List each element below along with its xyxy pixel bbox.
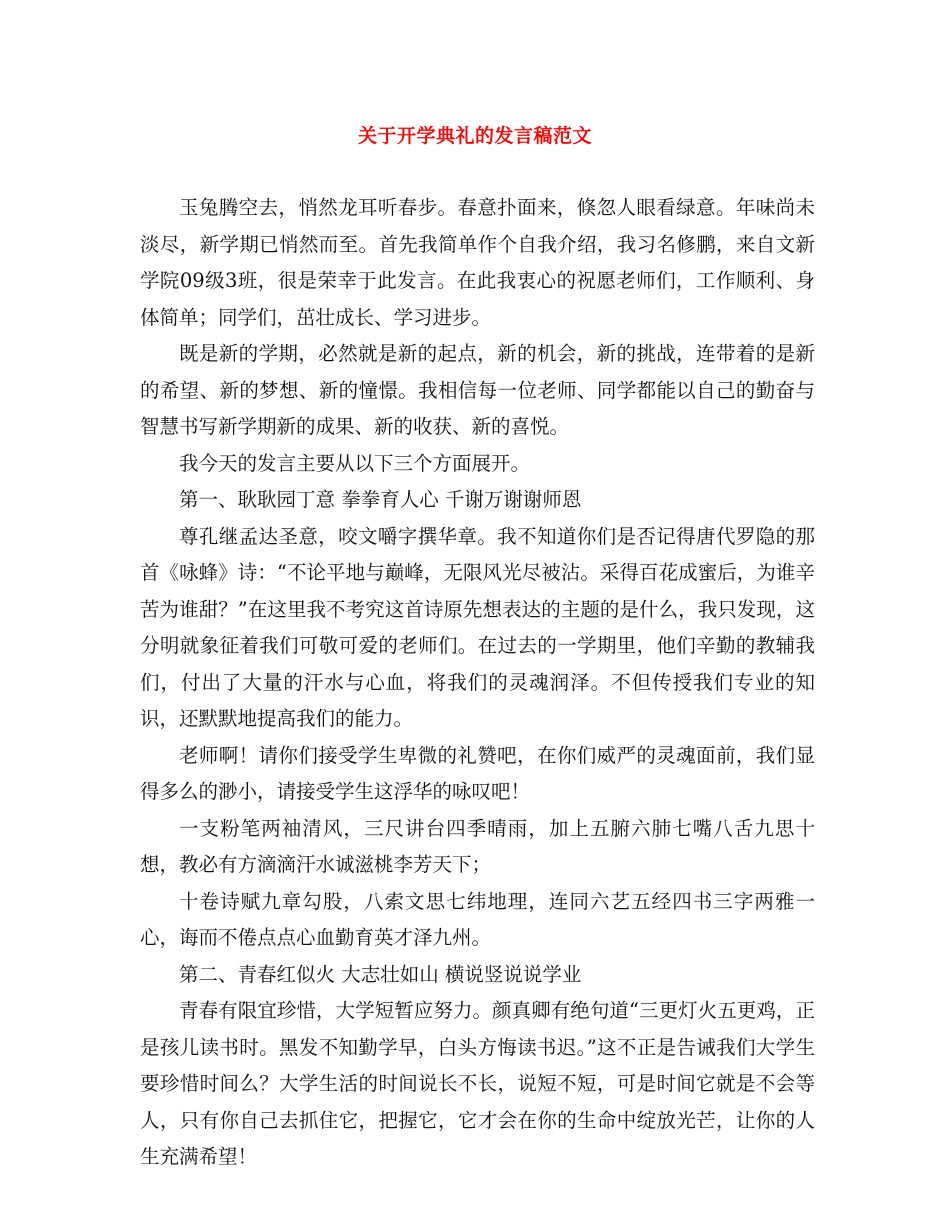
section-heading-1: 第一、耿耿园丁意 拳拳育人心 千谢万谢谢师恩 [179,488,582,511]
document-title: 关于开学典礼的发言稿范文 [357,125,592,147]
section-heading-2: 第二、青春红似火 大志壮如山 横说竖说说学业 [179,962,582,986]
paragraph-teachers: 尊孔继孟达圣意，咬文嚼字撰华章。我不知道你们是否记得唐代罗隐的那首《咏蜂》诗：“不论平地与巅峰，无限风光尽被沾。采得百花成蜜后，为谁辛苦为谁甜？”在这里我不考究这首诗原先想表达的主题的是什么，我只发现，这分明就象征着我们可敬可爱的老师们。在过去的一学期里，他们辛勤的教辅我们，付出了大量的汗水与心血，将我们的灵魂润泽。不但传授我们专业的知识，还默默地提高我们的能力。 [140,524,815,730]
paragraph-intro: 玉兔腾空去，悄然龙耳听春步。春意扑面来，倏忽人眼看绿意。年味尚未淡尽，新学期已悄然而至。首先我简单作个自我介绍，我习名修鹏，来自文新学院09级3班，很是荣幸于此发言。在此我衷心的祝愿老师们，工作顺利、身体简单；同学们，茁壮成长、学习进步。 [140,196,815,329]
paragraph-new-semester: 既是新的学期，必然就是新的起点，新的机会，新的挑战，连带着的是新的希望、新的梦想、新的憧憬。我相信每一位老师、同学都能以自己的勤奋与智慧书写新学期新的成果、新的收获、新的喜悦。 [140,342,815,438]
paragraph-couplet-1: 一支粉笔两袖清风，三尺讲台四季晴雨，加上五腑六肺七嘴八舌九思十想，教必有方滴滴汗水诚滋桃李芳天下； [140,816,815,876]
paragraph-outline: 我今天的发言主要从以下三个方面展开。 [179,451,531,475]
paragraph-youth: 青春有限宜珍惜，大学短暂应努力。颜真卿有绝句道“三更灯火五更鸡，正是孩儿读书时。黑发不知勤学早，白头方悔读书迟。”这不正是告诫我们大学生要珍惜时间么？大学生活的时间说长不长，说短不短，可是时间它就是不会等人，只有你自己去抓住它，把握它，它才会在你的生命中绽放光芒，让你的人生充满希望！ [140,999,815,1168]
paragraph-couplet-2: 十卷诗赋九章勾股，八索文思七纬地理，连同六艺五经四书三字两雅一心，诲而不倦点点心血勤育英才泽九州。 [140,889,815,949]
paragraph-praise: 老师啊！请你们接受学生卑微的礼赞吧，在你们威严的灵魂面前，我们显得多么的渺小，请接受学生这浮华的咏叹吧！ [140,743,815,803]
document-body [140,190,815,1176]
